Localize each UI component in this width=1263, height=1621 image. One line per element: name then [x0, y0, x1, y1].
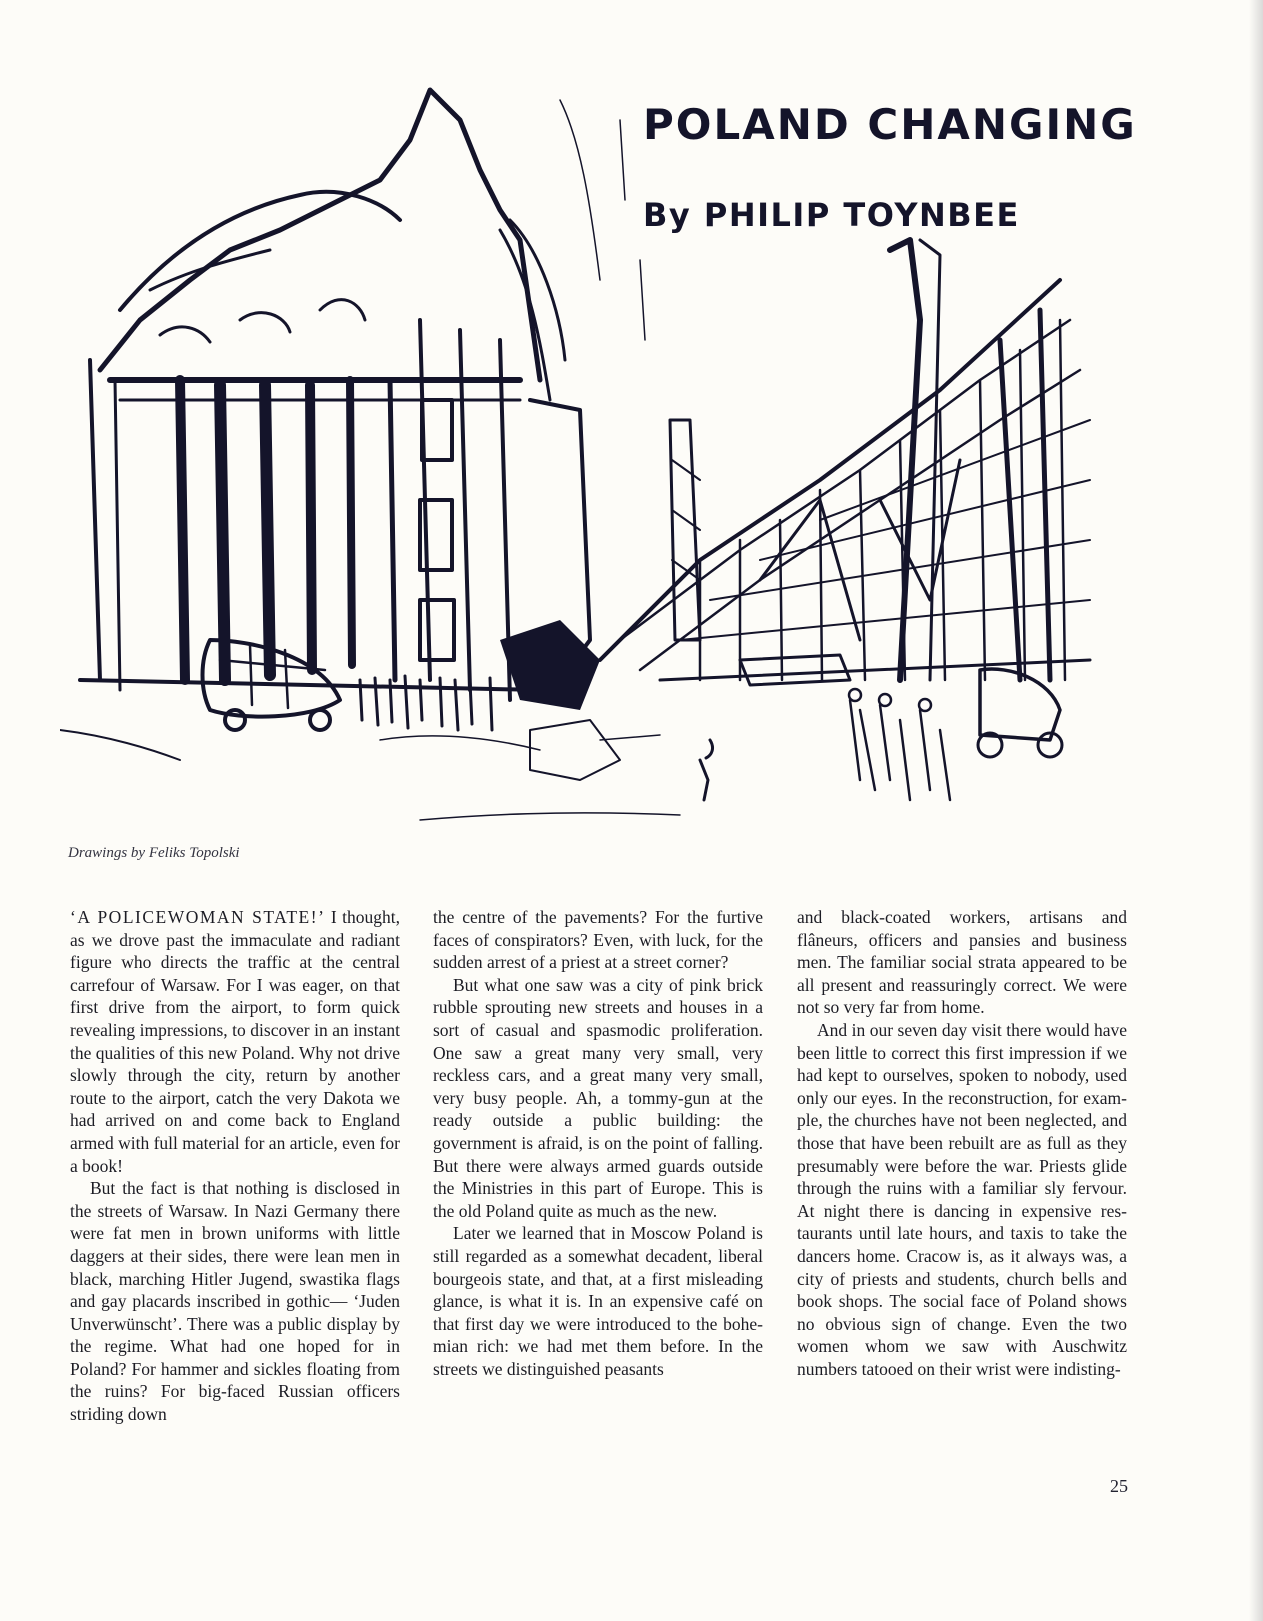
- article-byline: By PHILIP TOYNBEE: [643, 196, 1020, 234]
- page-edge-shadow: [1249, 0, 1263, 1621]
- lead-in-small-caps: ‘A POLICEWOMAN STATE!’: [70, 907, 326, 927]
- paragraph: And in our seven day visit there would have been little to correct this first impression if we had kept to ourselves, spoken to nobody, used only our eyes. In the reconstruction, for example, the churches have not been neglected, and those that have been rebuilt are as full as they presumably were before the war. Priests glide through the ruins with a familiar sly fervour. At night there is dancing in expensive restaurants until late hours, and taxis to take the dancers home. Cracow is, as it always was, a city of priests and students, church bells and book shops. The social face of Poland shows no obvious sign of change. Even the two women whom we saw with Auschwitz numbers tatooed on their wrist were indisting-: [797, 1019, 1127, 1379]
- paragraph: [70, 906, 400, 1177]
- text-column-3: [797, 906, 1127, 1506]
- text-column-2: [433, 906, 763, 1506]
- paragraph: But what one saw was a city of pink brick rubble sprouting new streets and houses in a sort of casual and spasmodic proliferation. One saw a great many very small, very reckless cars, and a great many very small, very busy people. Ah, a tommy-gun at the ready outside a public building: the government is afraid, is on the point of falling. But there were always armed guards outside the Ministries in this part of Europe. This is the old Poland quite as much as the new.: [433, 974, 763, 1221]
- paragraph: and black-coated workers, artisans and flâneurs, officers and pansies and business men. The familiar social strata appeared to be all present and reassuringly correct. We were not so very far from home.: [797, 907, 1127, 1018]
- article-title: POLAND CHANGING: [643, 100, 1137, 149]
- page-number: 25: [1110, 1476, 1128, 1496]
- paragraph: the centre of the pavements? For the furtive faces of conspirators? Even, with luck, for the sudden arrest of a priest at a street corner?: [433, 907, 763, 973]
- illustration-credit: Drawings by Feliks Topolski: [68, 845, 240, 861]
- paragraph: Later we learned that in Moscow Poland is still regarded as a somewhat decadent, liberal bourgeois state, and that, at a first misleading glance, is what it is. In an expensive café on that first day we were introduced to the bohemian rich: we had met them before. In the streets we distinguished peasants: [433, 1223, 763, 1379]
- paragraph: But the fact is that nothing is disclosed in the streets of Warsaw. In Nazi Germany there were fat men in brown uniforms with little daggers at their sides, there were lean men in black, marching Hitler Jugend, swastika flags and gay placards inscribed in gothic— ‘Juden Unverwünscht’. There was a public display by the regime. What had one hoped for in Poland? For hammer and sickles floating from the ruins? For big-faced Russian officers striding down: [70, 1178, 400, 1425]
- paragraph-text: I thought, as we drove past the immaculate and radiant figure who directs the traffic at the central carrefour of Warsaw. For I was eager, on that first drive from the airport, to form quick revealing impressions, to discover in an instant the qualities of this new Poland. Why not drive slowly through the city, return by another route to the airport, catch the very Dakota we had arrived on and come back to England armed with full material for an article, even for a book!: [70, 907, 400, 1176]
- text-column-1: [70, 906, 400, 1506]
